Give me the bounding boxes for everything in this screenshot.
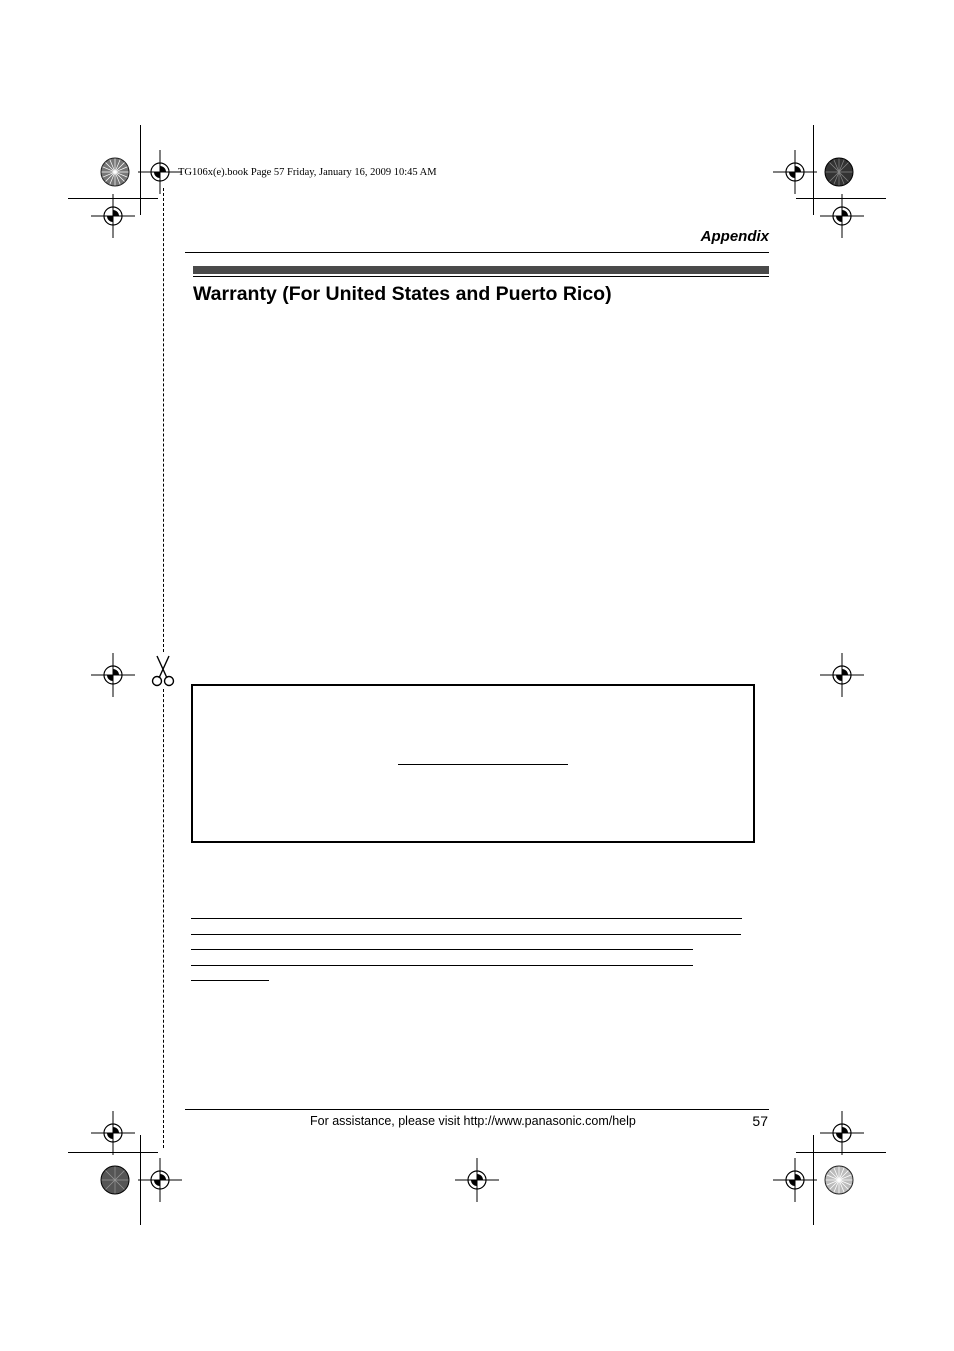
blank-line [191,934,741,935]
header-rule [185,252,769,253]
blank-line [191,918,742,919]
title-bar [193,266,769,274]
crosshair-registration-icon [773,1158,817,1202]
footer-assistance: For assistance, please visit http://www.panasonic.com/help [310,1114,636,1128]
title-underline [193,276,769,277]
page-number: 57 [752,1113,768,1129]
blank-line [191,949,693,950]
starburst-target-icon [100,157,130,187]
footer-rule [185,1109,769,1110]
scissors-icon [149,654,177,688]
crosshair-registration-icon [820,1111,864,1155]
starburst-target-icon [824,157,854,187]
crosshair-registration-icon [138,150,182,194]
page-title: Warranty (For United States and Puerto Rico) [193,283,612,305]
crosshair-registration-icon [820,653,864,697]
section-label: Appendix [700,228,769,245]
starburst-target-icon [824,1165,854,1195]
crosshair-registration-icon [455,1158,499,1202]
blank-line [191,980,269,981]
starburst-target-icon [100,1165,130,1195]
crosshair-registration-icon [773,150,817,194]
crosshair-registration-icon [91,653,135,697]
crosshair-registration-icon [820,194,864,238]
record-box [191,684,755,843]
blank-line [191,965,693,966]
crosshair-registration-icon [138,1158,182,1202]
crosshair-registration-icon [91,194,135,238]
crosshair-registration-icon [91,1111,135,1155]
blank-line [398,764,568,765]
book-info: TG106x(e).book Page 57 Friday, January 16, 2009 10:45 AM [178,167,437,178]
